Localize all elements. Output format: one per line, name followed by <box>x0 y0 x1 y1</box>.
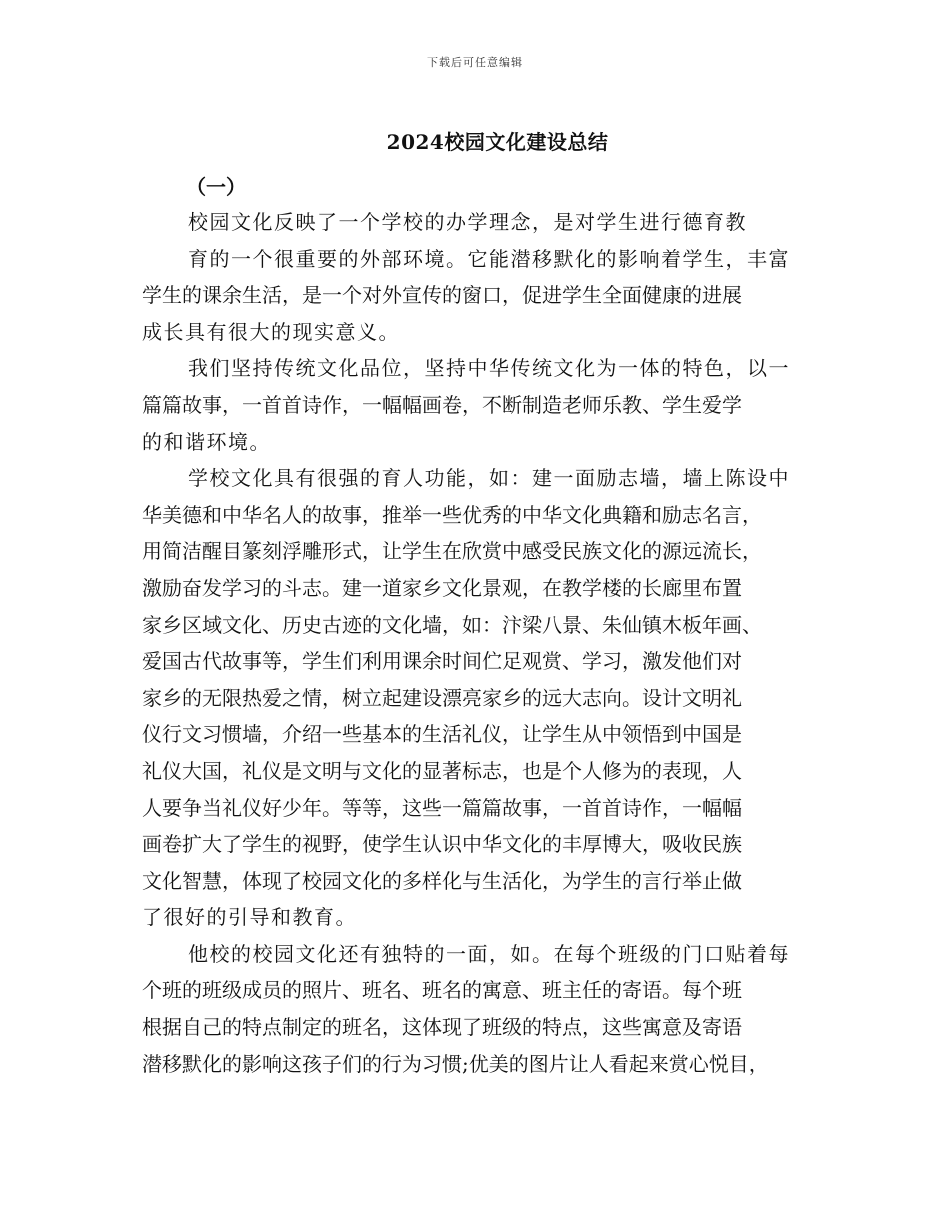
paragraph-line: 我们坚持传统文化品位，坚持中华传统文化为一体的特色，以一 <box>188 356 790 381</box>
paragraph-line: 家乡区域文化、历史古迹的文化墙，如：汴梁八景、朱仙镇木板年画、 <box>142 612 762 637</box>
paragraph-line: 学生的课余生活，是一个对外宣传的窗口，促进学生全面健康的进展 <box>142 283 742 308</box>
paragraph-line: 潜移默化的影响这孩子们的行为习惯;优美的图片让人看起来赏心悦目， <box>142 1051 769 1076</box>
paragraph-line: 成长具有很大的现实意义。 <box>142 319 400 344</box>
paragraph-line: 育的一个很重要的外部环境。它能潜移默化的影响着学生，丰富 <box>188 246 790 271</box>
paragraph-line: 华美德和中华名人的故事，推举一些优秀的中华文化典籍和励志名言， <box>142 502 762 527</box>
paragraph-line: 礼仪大国，礼仪是文明与文化的显著标志，也是个人修为的表现，人 <box>142 758 742 783</box>
paragraph-line: 爱国古代故事等，学生们利用课余时间伫足观赏、学习，激发他们对 <box>142 649 742 674</box>
paragraph-line: 人要争当礼仪好少年。等等，这些一篇篇故事，一首首诗作，一幅幅 <box>142 795 742 820</box>
page-header-note: 下载后可任意编辑 <box>427 56 523 69</box>
paragraph-line: 画卷扩大了学生的视野，使学生认识中华文化的丰厚博大，吸收民族 <box>142 832 742 857</box>
paragraph-line: 仪行文习惯墙，介绍一些基本的生活礼仪，让学生从中领悟到中国是 <box>142 722 742 747</box>
paragraph-line: 校园文化反映了一个学校的办学理念，是对学生进行德育教 <box>188 210 747 234</box>
section-label: （一） <box>186 175 246 199</box>
paragraph-line: 了很好的引导和教育。 <box>142 905 357 930</box>
document-title: 2024校园文化建设总结 <box>386 130 609 154</box>
paragraph-line: 他校的校园文化还有独特的一面，如。在每个班级的门口贴着每 <box>188 941 790 966</box>
paragraph-line: 激励奋发学习的斗志。建一道家乡文化景观，在教学楼的长廊里布置 <box>142 575 742 600</box>
paragraph-line: 的和谐环境。 <box>142 429 271 454</box>
paragraph-line: 篇篇故事，一首首诗作，一幅幅画卷，不断制造老师乐教、学生爱学 <box>142 392 742 417</box>
paragraph-line: 家乡的无限热爱之情，树立起建设漂亮家乡的远大志向。设计文明礼 <box>142 685 742 710</box>
paragraph-line: 用简洁醒目篆刻浮雕形式，让学生在欣赏中感受民族文化的源远流长， <box>142 539 762 564</box>
paragraph-line: 学校文化具有很强的育人功能，如：建一面励志墙，墙上陈设中 <box>188 466 790 491</box>
paragraph-line: 文化智慧，体现了校园文化的多样化与生活化，为学生的言行举止做 <box>142 868 742 893</box>
paragraph-line: 根据自己的特点制定的班名，这体现了班级的特点，这些寓意及寄语 <box>142 1015 742 1040</box>
paragraph-line: 个班的班级成员的照片、班名、班名的寓意、班主任的寄语。每个班 <box>142 978 742 1003</box>
document-body <box>142 170 814 1082</box>
